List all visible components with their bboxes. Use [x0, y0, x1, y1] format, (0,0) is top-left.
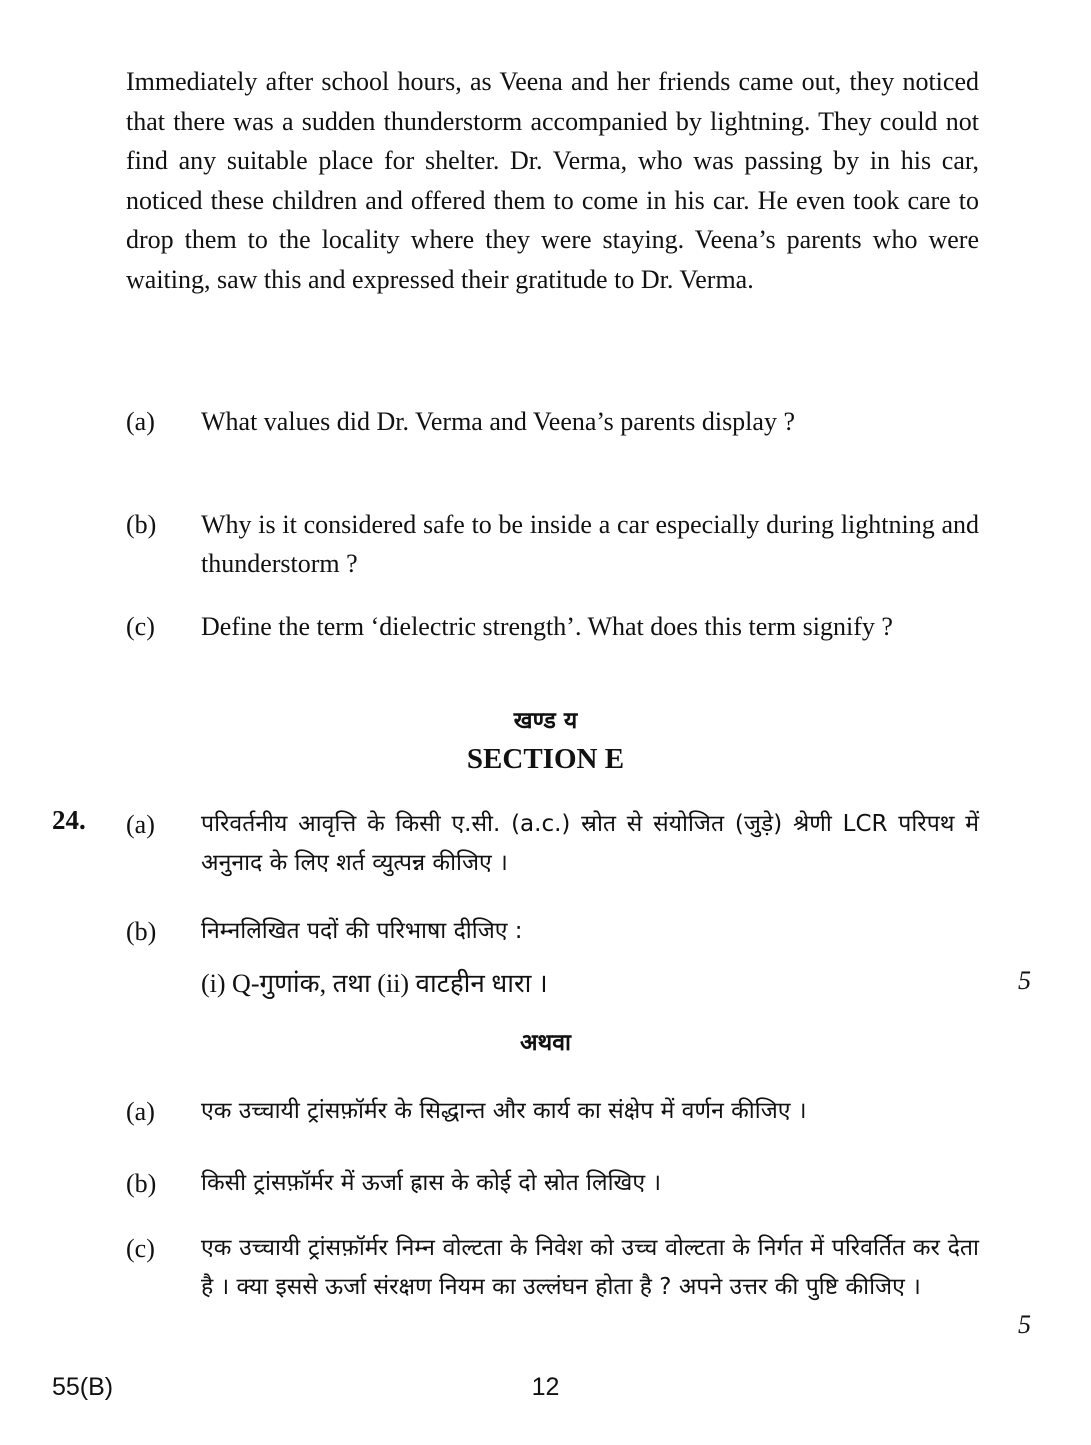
marks: 5	[1018, 966, 1031, 995]
paper-code: 55(B)	[52, 1373, 114, 1401]
page-number: 12	[531, 1373, 560, 1401]
sub-label: (b)	[126, 1169, 157, 1198]
sub-text: परिवर्तनीय आवृत्ति के किसी ए.सी. (a.c.) स्रोत से संयोजित (जुड़े) श्रेणी LCR परिपथ में अनुनाद के लिए शर्त व्युत्पन्न कीजिए ।	[201, 811, 979, 876]
sub-label: (c)	[126, 612, 155, 641]
sub-label: (a)	[126, 810, 155, 839]
sub-text: Why is it considered safe to be inside a car especially during lightning and thunderstorm ?	[201, 510, 979, 578]
sub-label: (b)	[126, 510, 157, 539]
sub-text: एक उच्चायी ट्रांसफ़ॉर्मर के सिद्धान्त और कार्य का संक्षेप में वर्णन कीजिए ।	[201, 1098, 807, 1124]
sub-text: Define the term ‘dielectric strength’. What does this term signify ?	[201, 612, 893, 641]
or-separator: अथवा	[519, 1030, 571, 1056]
question-number: 24.	[52, 805, 86, 835]
sub-text: एक उच्चायी ट्रांसफ़ॉर्मर निम्न वोल्टता के निवेश को उच्च वोल्टता के निर्गत में परिवर्तित कर देता है । क्या इससे ऊर्जा संरक्षण नियम का उल्लंघन होता है ? अपने उत्तर की पुष्टि कीजिए ।	[201, 1235, 979, 1300]
section-heading-english: SECTION E	[466, 743, 625, 775]
passage-paragraph: Immediately after school hours, as Veena and her friends came out, they noticed that there was a sudden thunderstorm accompanied by lightning. They could not find any suitable place for shelter. Dr. Verma, who was passing by in his car, noticed these children and offered them to come in his car. He even took care to drop them to the locality where they were staying. Veena’s parents who were waiting, saw this and expressed their gratitude to Dr. Verma.	[126, 67, 979, 294]
marks: 5	[1018, 1310, 1031, 1339]
sub-label: (a)	[126, 407, 155, 436]
sub-label: (a)	[126, 1097, 155, 1126]
sub-label: (c)	[126, 1234, 155, 1263]
sub-text: निम्नलिखित पदों की परिभाषा दीजिए :	[201, 918, 523, 944]
sub-text: What values did Dr. Verma and Veena’s parents display ?	[201, 407, 795, 436]
question-24b-parts: (i) Q-गुणांक, तथा (ii) वाटहीन धारा ।	[201, 969, 548, 998]
sub-text: किसी ट्रांसफ़ॉर्मर में ऊर्जा ह्रास के कोई दो स्रोत लिखिए ।	[201, 1170, 662, 1196]
sub-label: (b)	[126, 917, 157, 946]
section-heading-hindi: खण्ड य	[513, 708, 578, 734]
